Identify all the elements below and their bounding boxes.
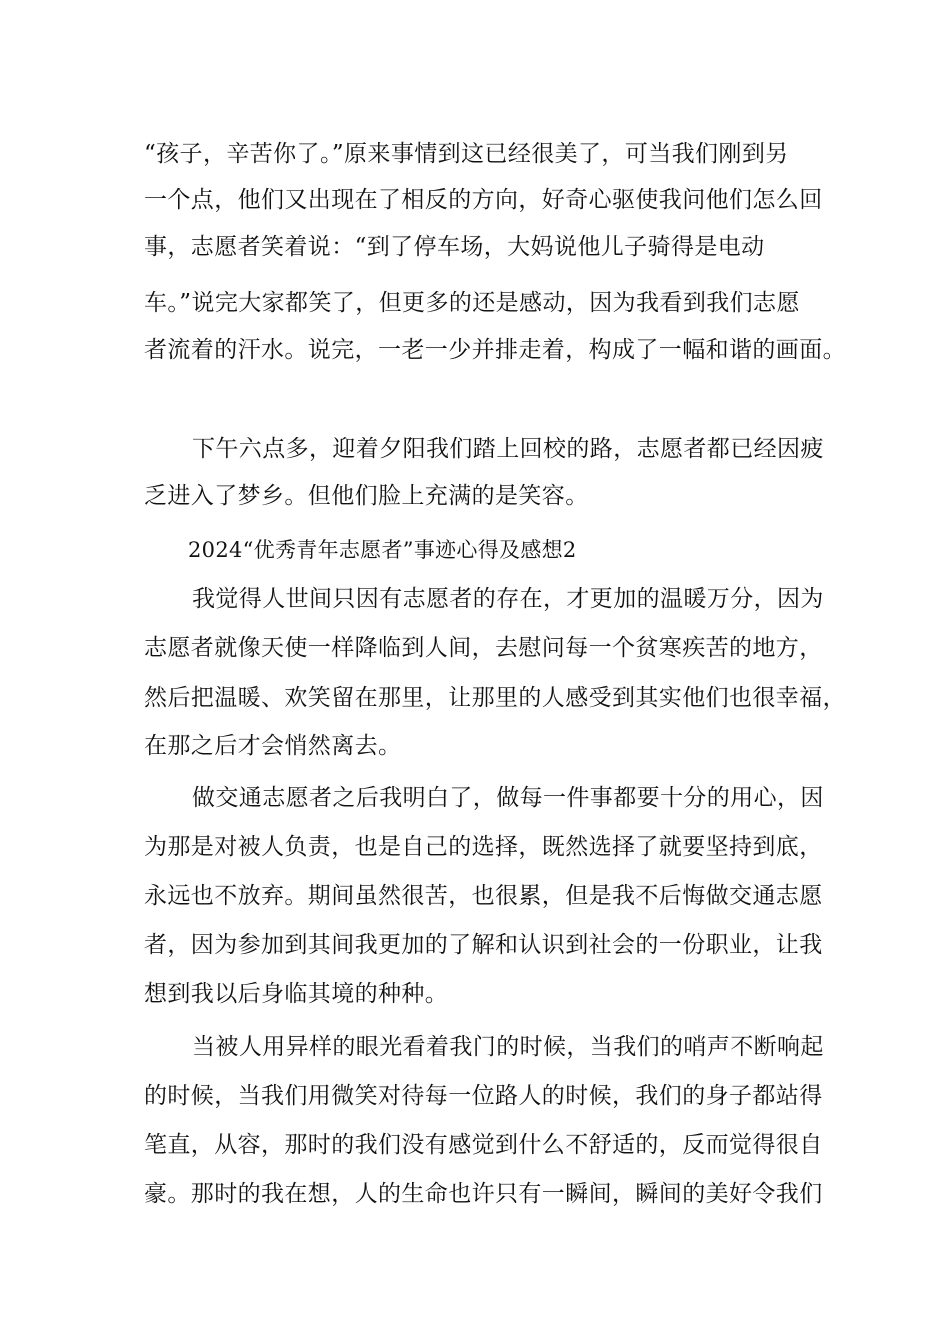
- paragraph-1-line-3: 事，志愿者笑着说：“到了停车场，大妈说他儿子骑得是电动: [144, 234, 765, 260]
- paragraph-4-line-2: 为那是对被人负责，也是自己的选择，既然选择了就要坚持到底，: [144, 834, 823, 860]
- paragraph-1-line-2: 一个点，他们又出现在了相反的方向，好奇心驱使我问他们怎么回: [144, 187, 823, 213]
- paragraph-3-line-1: 我觉得人世间只因有志愿者的存在，才更加的温暖万分，因为: [192, 586, 824, 612]
- paragraph-2-line-2: 乏进入了梦乡。但他们脸上充满的是笑容。: [144, 483, 589, 509]
- paragraph-3-line-3: 然后把温暖、欢笑留在那里，让那里的人感受到其实他们也很幸福，: [144, 685, 846, 711]
- paragraph-1-line-4: 车。”说完大家都笑了，但更多的还是感动，因为我看到我们志愿: [144, 290, 800, 316]
- paragraph-5-line-1: 当被人用异样的眼光看着我门的时候，当我们的哨声不断响起: [192, 1034, 824, 1060]
- paragraph-3-line-2: 志愿者就像天使一样降临到人间，去慰问每一个贫寒疾苦的地方，: [144, 635, 823, 661]
- paragraph-1-line-5: 者流着的汗水。说完，一老一少并排走着，构成了一幅和谐的画面。: [144, 337, 846, 363]
- paragraph-4-line-4: 者，因为参加到其间我更加的了解和认识到社会的一份职业，让我: [144, 932, 823, 958]
- paragraph-1-line-1: “孩子，辛苦你了。”原来事情到这已经很美了，可当我们刚到另: [144, 141, 789, 167]
- paragraph-5-line-4: 豪。那时的我在想，人的生命也许只有一瞬间，瞬间的美好令我们: [144, 1181, 823, 1207]
- paragraph-4-line-1: 做交通志愿者之后我明白了，做每一件事都要十分的用心，因: [192, 785, 824, 811]
- paragraph-3-line-4: 在那之后才会悄然离去。: [144, 733, 402, 759]
- paragraph-2-line-1: 下午六点多，迎着夕阳我们踏上回校的路，志愿者都已经因疲: [192, 436, 824, 462]
- paragraph-5-line-3: 笔直，从容，那时的我们没有感觉到什么不舒适的，反而觉得很自: [144, 1132, 823, 1158]
- section-heading: 2024“优秀青年志愿者”事迹心得及感想2: [188, 538, 577, 562]
- paragraph-5-line-2: 的时候，当我们用微笑对待每一位路人的时候，我们的身子都站得: [144, 1083, 823, 1109]
- paragraph-4-line-3: 永远也不放弃。期间虽然很苦，也很累，但是我不后悔做交通志愿: [144, 883, 823, 909]
- paragraph-4-line-5: 想到我以后身临其境的种种。: [144, 981, 449, 1007]
